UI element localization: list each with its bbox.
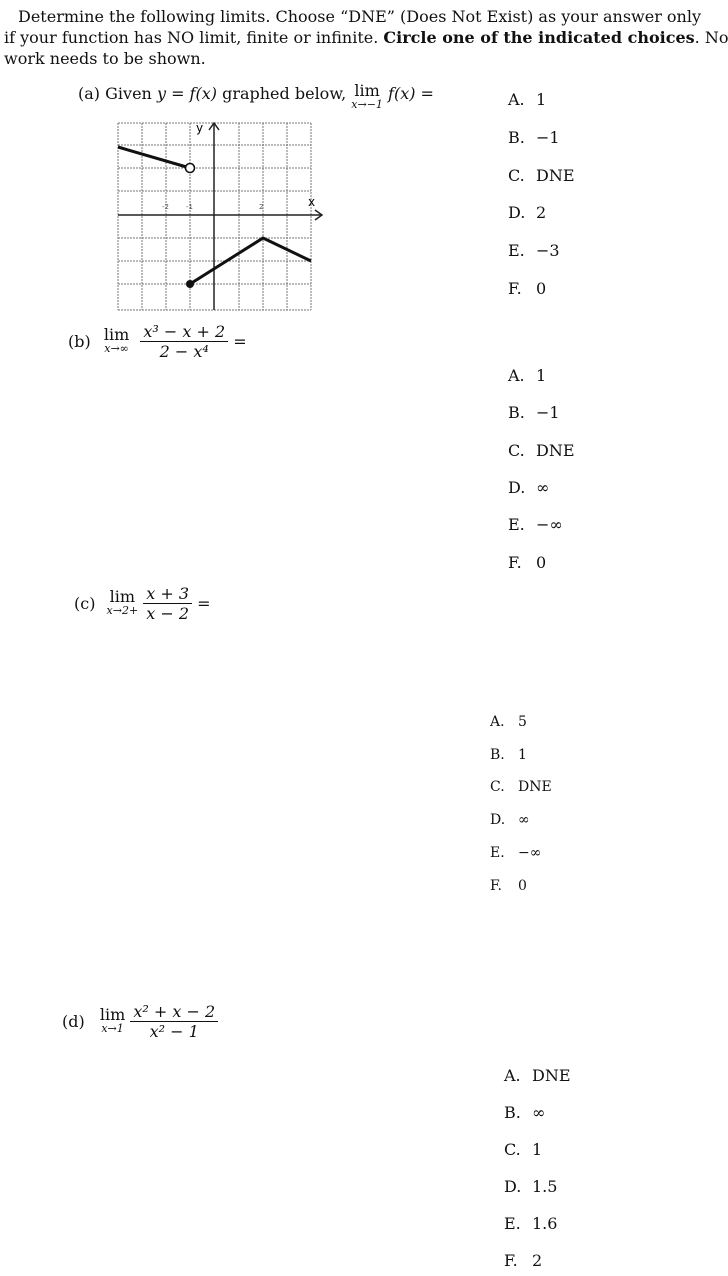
option-a-B[interactable]: B. −1 [508,128,560,147]
instructions-emphasis: Circle one of the indicated choices [383,28,695,47]
option-a-E[interactable]: E. −3 [508,241,560,260]
option-d-C[interactable]: C. 1 [504,1140,543,1159]
option-a-F[interactable]: F. 0 [508,279,547,298]
limit-operator: lim x→−1 [351,81,383,111]
question-c: (c) lim x→2+ $\frac{x + 3}{x - 2}$ = [74,584,211,623]
option-b-D[interactable]: D. ∞ [508,478,550,497]
tick-label-2: 2 [259,203,264,211]
question-a: (a) Given y = f(x) graphed below, lim x→−1 f(x) = [78,81,434,111]
option-a-A[interactable]: A. 1 [508,90,547,109]
function-graph [110,118,328,312]
option-a-C[interactable]: C. DNE [508,166,575,185]
tick-label-neg2: -2 [162,203,169,211]
limit-operator: lim x→2+ [106,586,139,617]
option-b-C[interactable]: C. DNE [508,441,575,460]
fraction-d: $\frac{\text{x² + x − 2}}{\text{x² − 1}}$ [130,1002,218,1041]
option-b-F[interactable]: F. 0 [508,553,547,572]
fraction-b: $\frac{\text{x³ − x + 2}}{\text{2 − x⁴}}$ [140,322,228,361]
option-c-C[interactable]: C. DNE [490,779,552,795]
option-c-A[interactable]: A. 5 [490,714,527,730]
tick-label-neg1: -1 [186,203,193,211]
option-c-E[interactable]: E. −∞ [490,845,542,861]
option-b-A[interactable]: A. 1 [508,366,547,385]
instructions-line-2: if your function has NO limit, finite or infinite. Circle one of the indicated choices. No [4,28,728,47]
option-d-B[interactable]: B. ∞ [504,1103,546,1122]
instructions-line-1: Determine the following limits. Choose “DNE” (Does Not Exist) as your answer only [18,7,702,26]
option-d-D[interactable]: D. 1.5 [504,1177,558,1196]
question-c-label: (c) [74,594,96,613]
upper-left-segment [118,147,190,168]
option-d-A[interactable]: A. DNE [504,1066,571,1085]
option-d-E[interactable]: E. 1.6 [504,1214,558,1233]
question-a-label: (a) [78,84,101,103]
question-b: (b) lim x→∞ $\frac{\text{x³ − x + 2}}{\text{2 − x⁴}}$ = [68,322,247,361]
option-a-D[interactable]: D. 2 [508,203,547,222]
option-c-B[interactable]: B. 1 [490,747,527,763]
option-c-D[interactable]: D. ∞ [490,812,530,828]
closed-endpoint [186,280,194,288]
option-b-B[interactable]: B. −1 [508,403,560,422]
question-d [62,1002,218,1041]
x-axis-label: x [308,195,316,209]
limit-operator: lim x→∞ [103,324,130,355]
question-b-label: (b) [68,332,91,351]
option-c-F[interactable]: F. 0 [490,878,527,894]
limit-operator: lim x→1 [99,1004,126,1035]
instructions-line-3: work needs to be shown. [4,49,206,68]
question-d-label: (d) [62,1012,85,1031]
fraction-c: $\frac{x + 3}{x - 2}$ [143,584,192,623]
option-b-E[interactable]: E. −∞ [508,515,563,534]
option-d-F[interactable]: F. 2 [504,1251,543,1270]
open-endpoint [186,164,195,173]
instructions [4,6,728,69]
y-axis-label: y [196,121,204,135]
